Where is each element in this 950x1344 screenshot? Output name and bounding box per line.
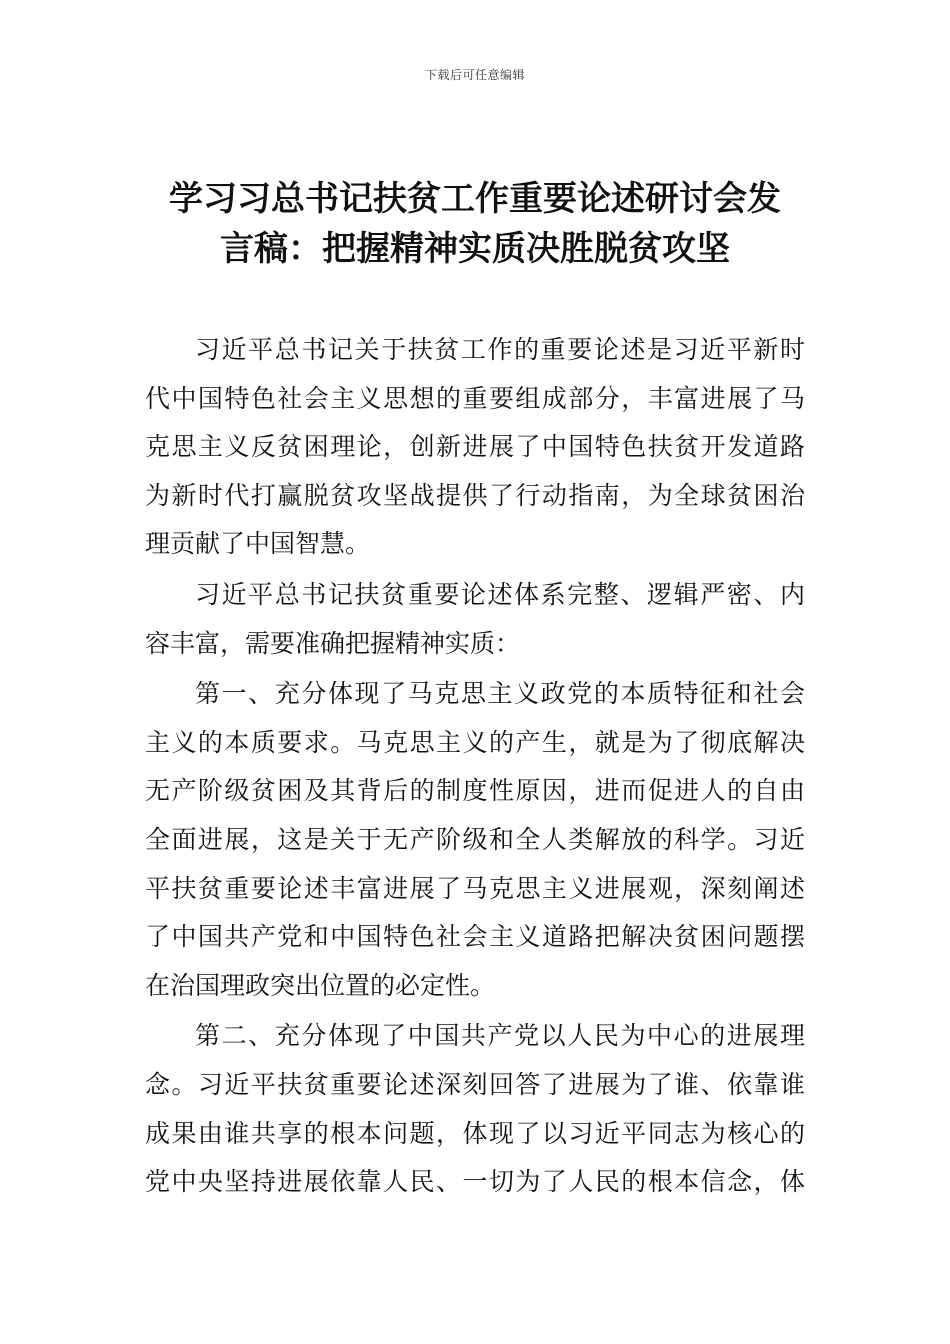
text-line: 习近平总书记扶贫重要论述体系完整、逻辑严密、内 — [195, 579, 805, 609]
text-line: 克思主义反贫困理论，创新进展了中国特色扶贫开发道路 — [145, 432, 805, 462]
paragraph-2 — [145, 571, 805, 668]
document-title — [130, 174, 820, 274]
text-line: 为新时代打赢脱贫攻坚战提供了行动指南，为全球贫困治 — [145, 480, 805, 510]
text-line: 无产阶级贫困及其背后的制度性原因，进而促进人的自由 — [145, 776, 805, 806]
header-note: 下载后可任意编辑 — [424, 68, 525, 82]
text-line: 理贡献了中国智慧。 — [145, 529, 371, 559]
paragraph-1 — [145, 326, 805, 569]
text-line: 在治国理政突出位置的必定性。 — [145, 970, 496, 1000]
document-body — [145, 326, 805, 1207]
text-line: 平扶贫重要论述丰富进展了马克思主义进展观，深刻阐述 — [145, 873, 805, 903]
paragraph-4 — [145, 1012, 805, 1206]
text-line: 第二、充分体现了中国共产党以人民为中心的进展理 — [195, 1021, 805, 1051]
text-line: 成果由谁共享的根本问题，体现了以习近平同志为核心的 — [145, 1118, 805, 1148]
text-line: 念。习近平扶贫重要论述深刻回答了进展为了谁、依靠谁 — [145, 1069, 805, 1099]
text-line: 容丰富，需要准确把握精神实质： — [145, 628, 521, 658]
text-line: 习近平总书记关于扶贫工作的重要论述是习近平新时 — [195, 335, 805, 364]
title-line-2: 言稿：把握精神实质决胜脱贫攻坚 — [220, 229, 730, 269]
text-line: 党中央坚持进展依靠人民、一切为了人民的根本信念，体 — [145, 1167, 805, 1197]
title-line-1: 学习习总书记扶贫工作重要论述研讨会发 — [169, 179, 781, 219]
text-line: 第一、充分体现了马克思主义政党的本质特征和社会 — [195, 679, 805, 709]
paragraph-3 — [145, 670, 805, 1010]
text-line: 代中国特色社会主义思想的重要组成部分，丰富进展了马 — [145, 383, 805, 413]
text-line: 全面进展，这是关于无产阶级和全人类解放的科学。习近 — [145, 824, 805, 854]
text-line: 主义的本质要求。马克思主义的产生，就是为了彻底解决 — [145, 727, 805, 757]
text-line: 了中国共产党和中国特色社会主义道路把解决贫困问题摆 — [145, 922, 805, 952]
